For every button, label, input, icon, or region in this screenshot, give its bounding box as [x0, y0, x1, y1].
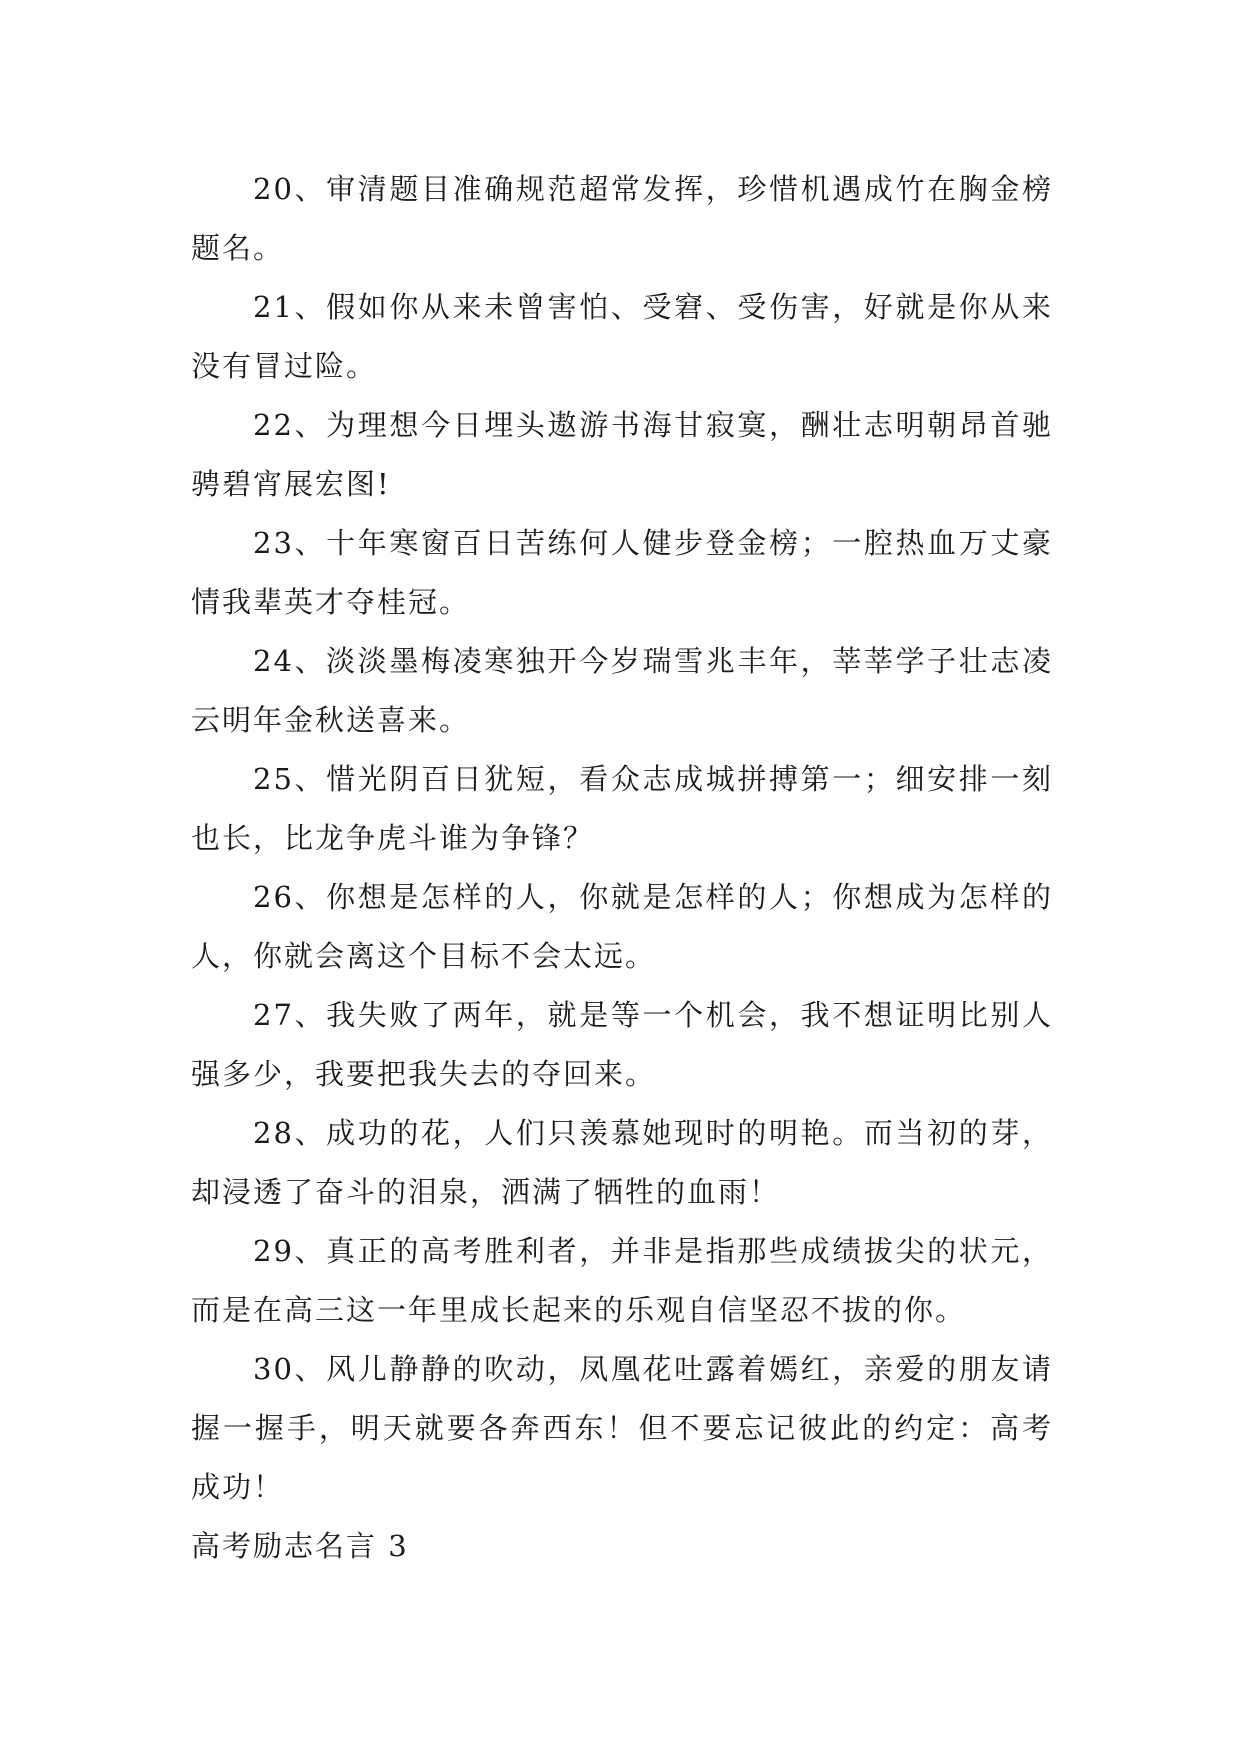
paragraph-27: 27、我失败了两年，就是等一个机会，我不想证明比别人强多少，我要把我失去的夺回来。: [191, 998, 1053, 1091]
paragraph-20: 20、审清题目准确规范超常发挥，珍惜机遇成竹在胸金榜题名。: [191, 172, 1053, 265]
paragraph-22: 22、为理想今日埋头遨游书海甘寂寞，酬壮志明朝昂首驰骋碧宵展宏图!: [191, 408, 1053, 501]
paragraph-23: 23、十年寒窗百日苦练何人健步登金榜；一腔热血万丈豪情我辈英才夺桂冠。: [191, 526, 1053, 619]
paragraph-28: 28、成功的花，人们只羡慕她现时的明艳。而当初的芽，却浸透了奋斗的泪泉，洒满了牺牲的血雨！: [191, 1116, 1053, 1209]
paragraph-29: 29、真正的高考胜利者，并非是指那些成绩拔尖的状元，而是在高三这一年里成长起来的乐观自信坚忍不拔的你。: [191, 1234, 1053, 1327]
document-page: [191, 160, 1053, 1576]
section-heading: 高考励志名言 3: [191, 1529, 409, 1563]
paragraph-26: 26、你想是怎样的人，你就是怎样的人；你想成为怎样的人，你就会离这个目标不会太远。: [191, 880, 1053, 973]
paragraph-21: 21、假如你从来未曾害怕、受窘、受伤害，好就是你从来没有冒过险。: [191, 290, 1053, 383]
paragraph-24: 24、淡淡墨梅凌寒独开今岁瑞雪兆丰年，莘莘学子壮志凌云明年金秋送喜来。: [191, 644, 1053, 737]
paragraph-25: 25、惜光阴百日犹短，看众志成城拼搏第一；细安排一刻也长，比龙争虎斗谁为争锋？: [191, 762, 1053, 855]
paragraph-30: 30、风儿静静的吹动，凤凰花吐露着嫣红，亲爱的朋友请握一握手，明天就要各奔西东！但不要忘记彼此的约定：高考成功！: [191, 1352, 1053, 1504]
